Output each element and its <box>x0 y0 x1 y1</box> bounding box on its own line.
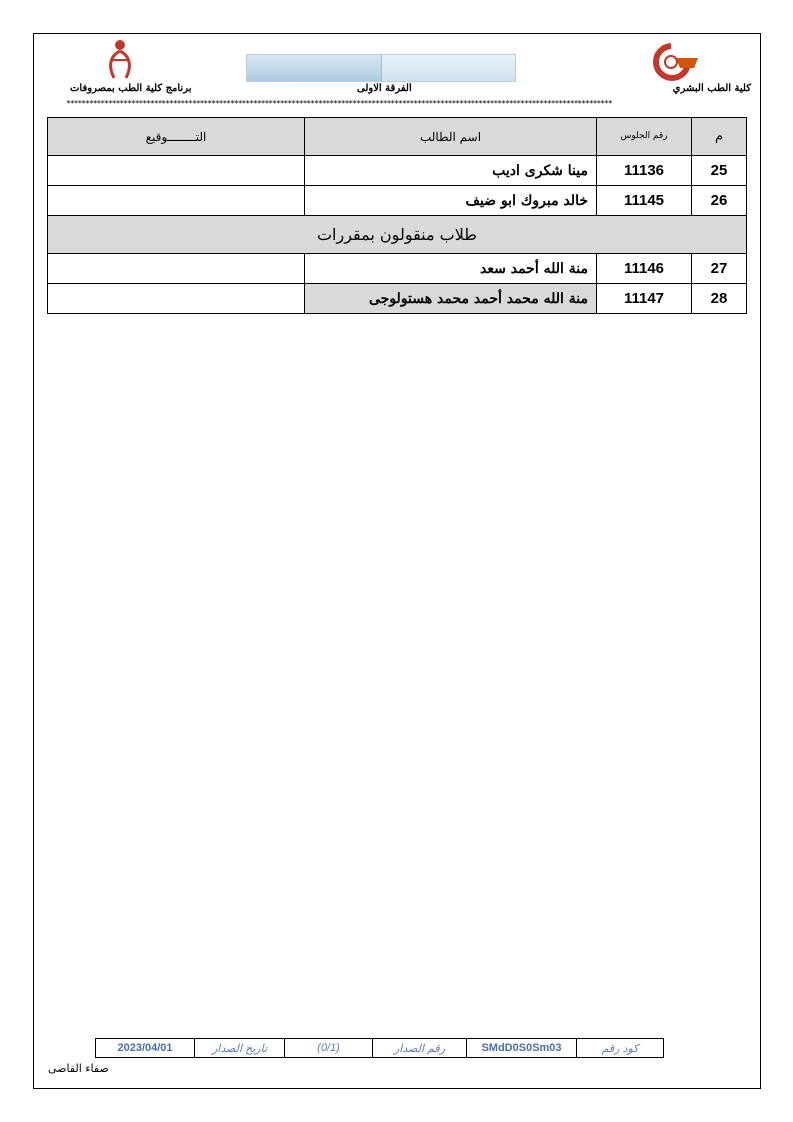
table-row <box>48 156 747 186</box>
header-no: م <box>692 118 747 156</box>
row-name: خالد مبروك ابو ضيف <box>305 186 597 216</box>
year-label: الفرقة الاولى <box>357 83 412 94</box>
aja-logo <box>382 55 516 81</box>
header-logos <box>0 38 793 88</box>
row-seat: 11136 <box>597 156 692 186</box>
faculty-name: كلية الطب البشري <box>672 83 751 94</box>
row-no: 27 <box>692 254 747 284</box>
row-name: مينا شكرى اديب <box>305 156 597 186</box>
issue-no-value: (0/1) <box>285 1039 373 1058</box>
row-no: 25 <box>692 156 747 186</box>
author-name: صفاء القاضى <box>48 1062 109 1075</box>
table-row <box>48 254 747 284</box>
table-header-row <box>48 118 747 156</box>
accreditation-logos <box>246 54 516 82</box>
row-seat: 11147 <box>597 284 692 314</box>
row-signature <box>48 186 305 216</box>
code-value: SMdD0S0Sm03 <box>467 1039 577 1058</box>
section-title: طلاب منقولون بمقررات <box>48 216 747 254</box>
section-row <box>48 216 747 254</box>
row-name: منة الله أحمد سعد <box>305 254 597 284</box>
program-name: برنامج كلية الطب بمصروفات <box>70 83 192 94</box>
header-name: اسم الطالب <box>305 118 597 156</box>
row-seat: 11145 <box>597 186 692 216</box>
issue-no-label: رقم الصدار <box>373 1039 467 1058</box>
issue-date-value: 2023/04/01 <box>96 1039 195 1058</box>
row-no: 26 <box>692 186 747 216</box>
separator-stars: *********************************************************************************************************************************************** <box>66 99 612 108</box>
row-signature <box>48 284 305 314</box>
row-signature <box>48 254 305 284</box>
header-seat: رقم الجلوس <box>597 118 692 156</box>
medical-program-logo <box>100 38 140 84</box>
row-name: منة الله محمد أحمد محمد هستولوجى <box>305 284 597 314</box>
table-row <box>48 284 747 314</box>
document-control-footer <box>95 1038 664 1058</box>
certification-logo <box>247 55 382 81</box>
students-table <box>47 117 747 314</box>
faculty-logo <box>636 42 706 82</box>
row-signature <box>48 156 305 186</box>
table-row <box>48 186 747 216</box>
issue-date-label: تاريخ الصدار <box>195 1039 285 1058</box>
header-signature: التــــــــوقيع <box>48 118 305 156</box>
row-no: 28 <box>692 284 747 314</box>
code-label: كود رقم <box>577 1039 664 1058</box>
row-seat: 11146 <box>597 254 692 284</box>
